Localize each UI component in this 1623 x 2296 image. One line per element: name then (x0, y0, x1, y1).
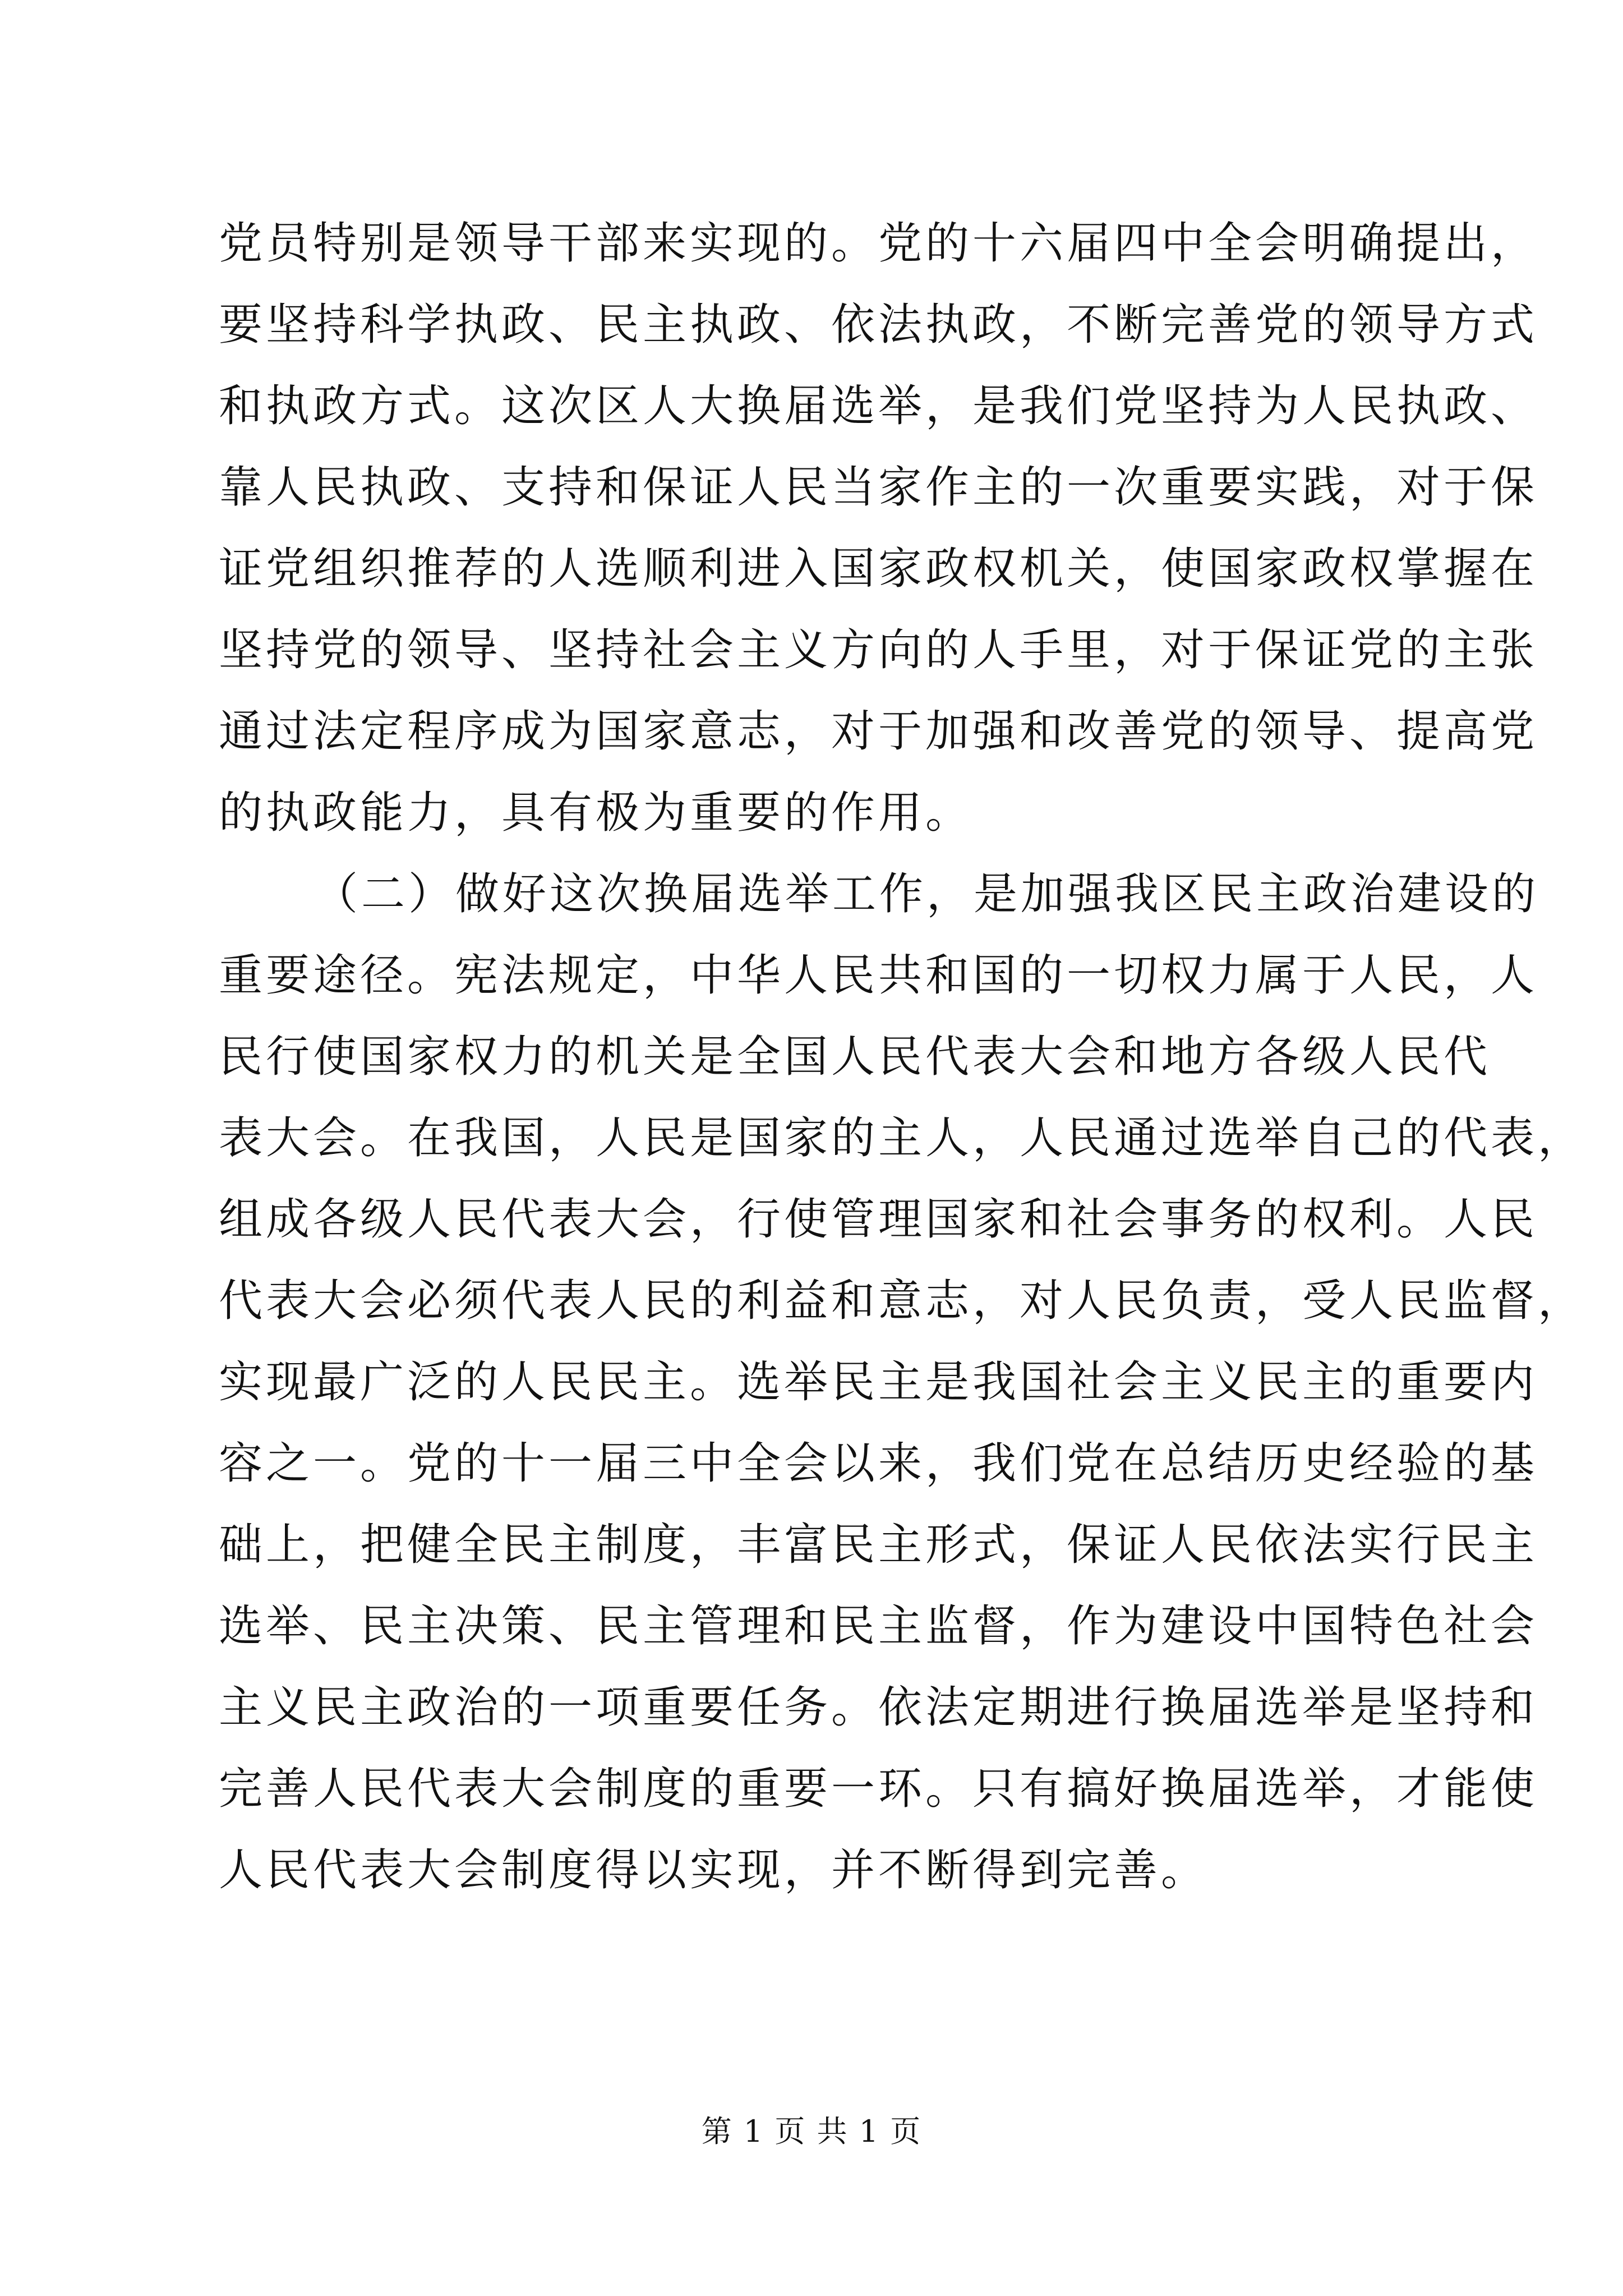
paragraph-2 (219, 854, 1585, 1911)
text-line: 实现最广泛的人民民主。选举民主是我国社会主义民主的重要内 (219, 1357, 1538, 1407)
paragraph-1 (219, 203, 1538, 854)
text-line: 选举、民主决策、民主管理和民主监督，作为建设中国特色社会 (219, 1601, 1538, 1651)
text-line: 要坚持科学执政、民主执政、依法执政，不断完善党的领导方式 (219, 300, 1538, 350)
text-line: 代表大会必须代表人民的利益和意志，对人民负责，受人民监督， (219, 1276, 1585, 1326)
text-line: 人民代表大会制度得以实现，并不断得到完善。 (219, 1845, 1209, 1895)
document-body (219, 203, 1585, 1911)
text-line: 民行使国家权力的机关是全国人民代表大会和地方各级人民代 (219, 1032, 1491, 1082)
text-line: 完善人民代表大会制度的重要一环。只有搞好换届选举，才能使 (219, 1764, 1538, 1814)
text-line: 重要途径。宪法规定，中华人民共和国的一切权力属于人民，人 (219, 950, 1538, 1001)
text-line: 证党组织推荐的人选顺利进入国家政权机关，使国家政权掌握在 (219, 544, 1538, 594)
text-line: 和执政方式。这次区人大换届选举，是我们党坚持为人民执政、 (219, 381, 1538, 431)
text-line: 础上，把健全民主制度，丰富民主形式，保证人民依法实行民主 (219, 1520, 1538, 1570)
page-footer (0, 2109, 1623, 2154)
text-line: 靠人民执政、支持和保证人民当家作主的一次重要实践，对于保 (219, 462, 1538, 513)
text-line: 坚持党的领导、坚持社会主义方向的人手里，对于保证党的主张 (219, 625, 1538, 675)
page-number: 第 1 页 共 1 页 (701, 2114, 922, 2149)
text-line: 的执政能力，具有极为重要的作用。 (219, 788, 973, 838)
text-line: 主义民主政治的一项重要任务。依法定期进行换届选举是坚持和 (219, 1682, 1538, 1733)
text-line: （二）做好这次换届选举工作，是加强我区民主政治建设的 (314, 869, 1539, 919)
text-line: 表大会。在我国，人民是国家的主人，人民通过选举自己的代表， (219, 1113, 1585, 1163)
text-line: 容之一。党的十一届三中全会以来，我们党在总结历史经验的基 (219, 1438, 1538, 1489)
text-line: 通过法定程序成为国家意志，对于加强和改善党的领导、提高党 (219, 706, 1538, 757)
text-line: 党员特别是领导干部来实现的。党的十六届四中全会明确提出， (219, 218, 1538, 269)
text-line: 组成各级人民代表大会，行使管理国家和社会事务的权利。人民 (219, 1194, 1538, 1245)
